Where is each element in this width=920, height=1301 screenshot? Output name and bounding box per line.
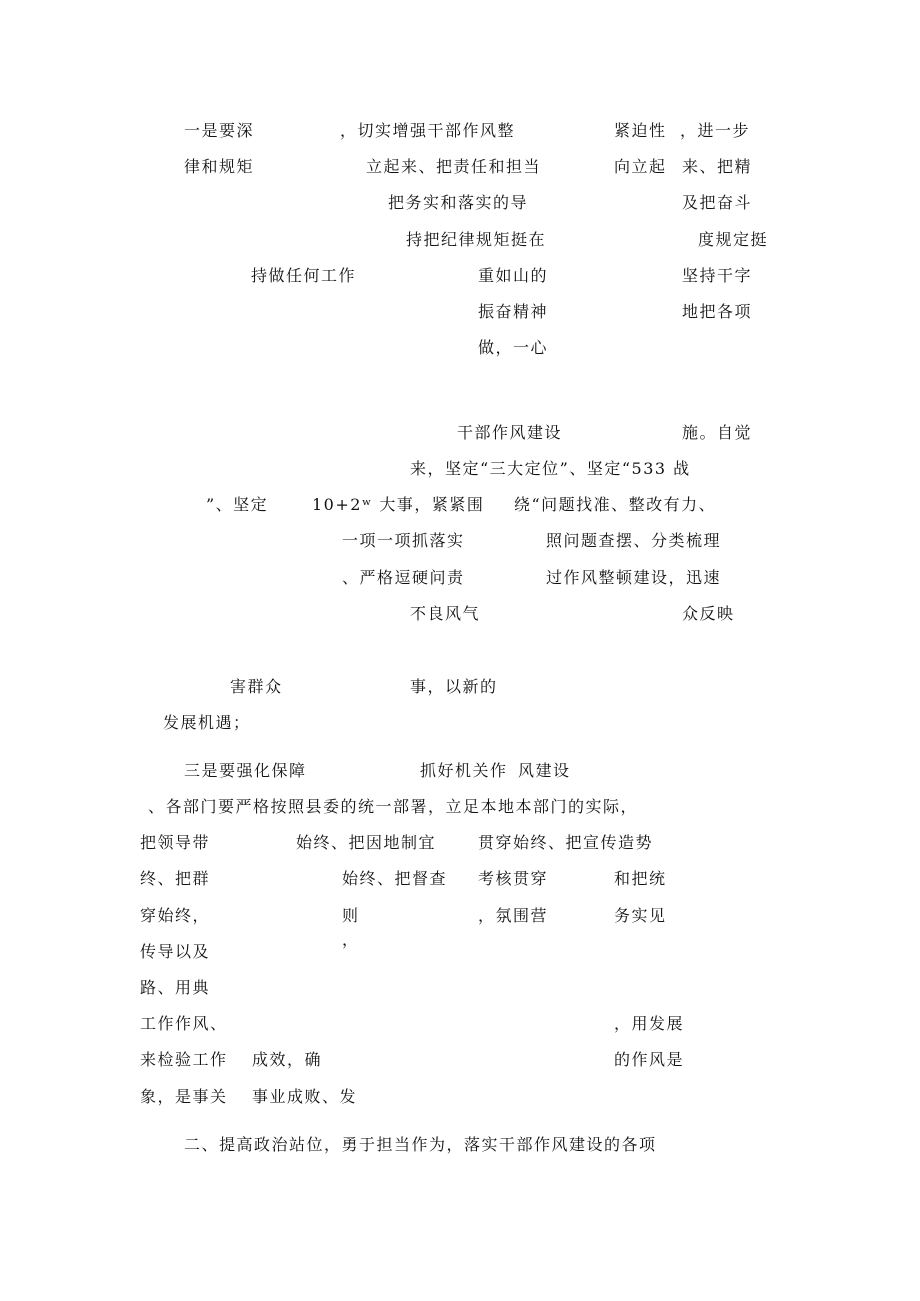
text-fragment: 做，一心 bbox=[478, 338, 549, 357]
text-fragment: 干部作风建设 bbox=[457, 423, 563, 442]
text-fragment: 度规定挺 bbox=[698, 230, 769, 249]
text-fragment: 和把统 bbox=[614, 869, 667, 888]
text-fragment: 终、把群 bbox=[140, 869, 211, 888]
text-fragment: 10+2ʷ 大事，紧紧围 bbox=[312, 495, 485, 514]
text-fragment: 、各部门要严格按照县委的统一部署，立足本地本部门的实际， bbox=[148, 797, 639, 816]
text-fragment: 照问题查摆、分类梳理 bbox=[546, 531, 722, 550]
text-fragment: ，用发展 bbox=[614, 1014, 685, 1033]
text-fragment: 事，以新的 bbox=[410, 677, 498, 696]
text-fragment: 则 bbox=[342, 906, 360, 925]
text-fragment: 工作作风、 bbox=[140, 1014, 228, 1033]
text-fragment: 地把各项 bbox=[682, 302, 753, 321]
text-fragment: 始终、把督查 bbox=[342, 869, 448, 888]
text-fragment: 紧迫性 bbox=[614, 121, 667, 140]
text-fragment: 事业成败、发 bbox=[252, 1087, 358, 1106]
text-fragment: 施。自觉 bbox=[682, 423, 753, 442]
text-fragment: 立起来、把责任和担当 bbox=[366, 157, 542, 176]
text-fragment: 三是要强化保障 bbox=[184, 761, 307, 780]
text-fragment: 的作风是 bbox=[614, 1050, 685, 1069]
text-fragment: 持把纪律规矩挺在 bbox=[406, 230, 547, 249]
text-fragment: ，切实增强干部作风整 bbox=[340, 121, 516, 140]
text-fragment: 来，坚定“三大定位”、坚定“533 战 bbox=[410, 459, 691, 478]
text-fragment: 不良风气 bbox=[410, 604, 481, 623]
text-fragment: 风建设 bbox=[518, 761, 571, 780]
text-fragment: 振奋精神 bbox=[478, 302, 549, 321]
section-heading: 二、提高政治站位，勇于担当作为，落实干部作风建设的各项 bbox=[184, 1135, 657, 1154]
text-fragment: 贯穿始终、把宣传造势 bbox=[478, 833, 654, 852]
text-fragment: 把务实和落实的导 bbox=[388, 193, 529, 212]
text-fragment: 律和规矩 bbox=[184, 157, 255, 176]
text-fragment: 传导以及 bbox=[140, 942, 211, 961]
text-fragment: 来、把精 bbox=[682, 157, 753, 176]
text-fragment: 来检验工作 bbox=[140, 1050, 228, 1069]
text-fragment: ， bbox=[342, 930, 360, 949]
text-fragment: 害群众 bbox=[230, 677, 283, 696]
text-fragment: 持做任何工作 bbox=[251, 266, 357, 285]
text-fragment: 路、用典 bbox=[140, 978, 211, 997]
text-fragment: 穿始终， bbox=[140, 906, 211, 925]
text-fragment: 绕“问题找准、整改有力、 bbox=[514, 495, 717, 514]
text-fragment: 向立起 bbox=[614, 157, 667, 176]
text-fragment: 始终、把因地制宜 bbox=[296, 833, 437, 852]
text-fragment: 象，是事关 bbox=[140, 1087, 228, 1106]
text-fragment: 、严格逗硬问责 bbox=[342, 568, 465, 587]
text-fragment: 抓好机关作 bbox=[420, 761, 508, 780]
text-fragment: 一项一项抓落实 bbox=[342, 531, 465, 550]
text-fragment: 把领导带 bbox=[140, 833, 211, 852]
text-fragment: 坚持干字 bbox=[682, 266, 753, 285]
text-fragment: 考核贯穿 bbox=[478, 869, 549, 888]
text-fragment: 务实见 bbox=[614, 906, 667, 925]
text-fragment: 众反映 bbox=[682, 604, 735, 623]
text-fragment: ”、坚定 bbox=[206, 495, 269, 514]
text-fragment: 过作风整顿建设，迅速 bbox=[546, 568, 722, 587]
text-fragment: 成效，确 bbox=[252, 1050, 323, 1069]
text-fragment: 一是要深 bbox=[184, 121, 255, 140]
text-fragment: ，进一步 bbox=[680, 121, 751, 140]
text-fragment: 重如山的 bbox=[478, 266, 549, 285]
text-fragment: 发展机遇； bbox=[163, 713, 251, 732]
text-fragment: ，氛围营 bbox=[478, 906, 549, 925]
text-fragment: 及把奋斗 bbox=[682, 193, 753, 212]
